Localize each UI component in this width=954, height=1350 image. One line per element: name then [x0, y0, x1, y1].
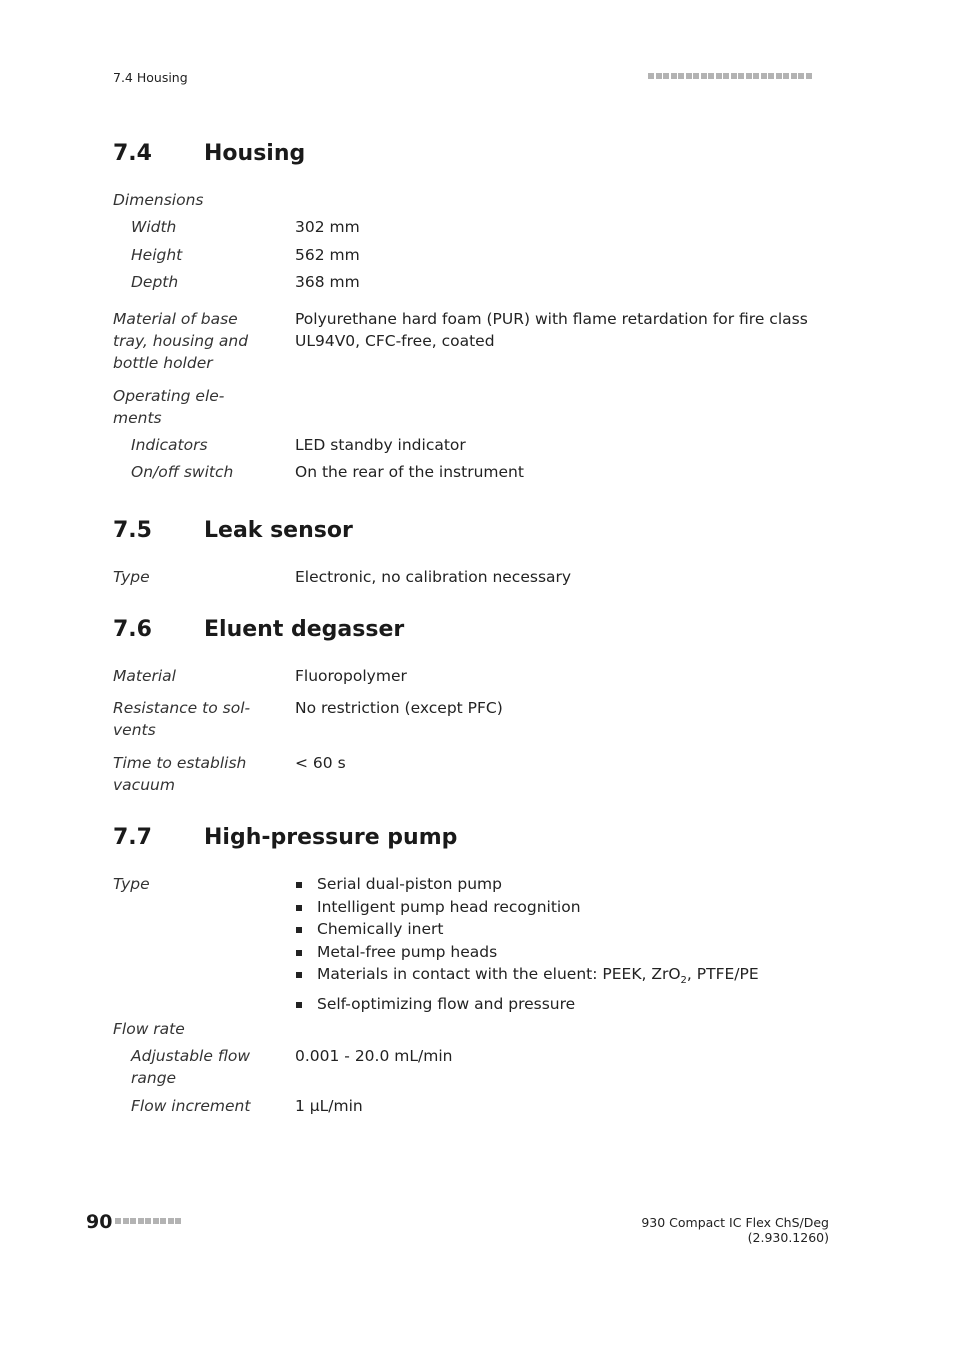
depth-label: Depth: [131, 273, 179, 291]
width-label: Width: [131, 218, 177, 236]
list-item-text: , PTFE/PE: [686, 965, 759, 984]
width-value: 302 mm: [295, 218, 360, 236]
section-heading-pump: [113, 825, 457, 850]
leak-type-value: Electronic, no calibration necessary: [295, 568, 572, 586]
subscript: 2: [680, 975, 687, 987]
vacuum-label-line: Time to establish: [113, 754, 247, 772]
list-item: Serial dual-piston pump: [295, 873, 759, 896]
section-heading-leak-sensor: [113, 518, 353, 543]
resistance-label-line: vents: [113, 721, 156, 739]
degasser-material-value: Fluoropolymer: [295, 667, 407, 685]
material-label: [113, 308, 248, 374]
header-decoration: [648, 73, 812, 79]
material-value: [295, 308, 808, 352]
page-number: 90: [86, 1211, 113, 1233]
footer-decoration: [115, 1218, 181, 1224]
material-label-line: Material of base: [113, 310, 238, 328]
indicators-value: LED standby indicator: [295, 436, 466, 454]
adjustable-label-line: range: [131, 1069, 177, 1087]
adjustable-label-line: Adjustable flow: [131, 1047, 251, 1065]
list-item: Metal-free pump heads: [295, 941, 759, 964]
section-number: 7.4: [113, 141, 152, 166]
section-number: 7.6: [113, 617, 152, 642]
resistance-value: No restriction (except PFC): [295, 699, 503, 717]
list-item: Intelligent pump head recognition: [295, 896, 759, 919]
section-heading-eluent-degasser: [113, 617, 404, 642]
height-label: Height: [131, 246, 183, 264]
section-title: Housing: [204, 141, 306, 166]
pump-type-label: Type: [113, 875, 150, 893]
switch-value: On the rear of the instrument: [295, 463, 524, 481]
list-item-text: Materials in contact with the eluent: PEEK, ZrO: [317, 965, 681, 984]
section-number: 7.5: [113, 518, 152, 543]
flow-increment-value: 1 µL/min: [295, 1097, 363, 1115]
flow-increment-label: Flow increment: [131, 1097, 251, 1115]
vacuum-value: < 60 s: [295, 754, 346, 772]
material-label-line: tray, housing and: [113, 332, 249, 350]
vacuum-label-line: vacuum: [113, 776, 175, 794]
vacuum-label: [113, 752, 246, 796]
section-number: 7.7: [113, 825, 152, 850]
section-title: Leak sensor: [204, 518, 353, 543]
operating-label-line: ments: [113, 409, 162, 427]
resistance-label: [113, 697, 250, 741]
switch-label: On/off switch: [131, 463, 234, 481]
document-title: 930 Compact IC Flex ChS/Deg (2.930.1260): [641, 1215, 829, 1245]
material-value-line: UL94V0, CFC-free, coated: [295, 332, 495, 350]
list-item: Self-optimizing flow and pressure: [295, 993, 759, 1016]
leak-type-label: Type: [113, 568, 150, 586]
pump-type-list: [295, 873, 759, 1016]
degasser-material-label: Material: [113, 667, 176, 685]
section-heading-housing: [113, 141, 305, 166]
indicators-label: Indicators: [131, 436, 208, 454]
material-value-line: Polyurethane hard foam (PUR) with flame retardation for fire class: [295, 310, 808, 328]
running-header: 7.4 Housing: [113, 70, 188, 85]
adjustable-flow-label: [131, 1045, 250, 1089]
section-title: High-pressure pump: [204, 825, 458, 850]
material-label-line: bottle holder: [113, 354, 213, 372]
flow-rate-label: Flow rate: [113, 1020, 185, 1038]
adjustable-flow-value: 0.001 - 20.0 mL/min: [295, 1047, 453, 1065]
dimensions-label: Dimensions: [113, 191, 204, 209]
operating-label-line: Operating ele-: [113, 387, 225, 405]
list-item: Chemically inert: [295, 918, 759, 941]
resistance-label-line: Resistance to sol-: [113, 699, 251, 717]
height-value: 562 mm: [295, 246, 360, 264]
section-title: Eluent degasser: [204, 617, 405, 642]
list-item: [295, 963, 759, 993]
operating-elements-label: [113, 385, 224, 429]
depth-value: 368 mm: [295, 273, 360, 291]
